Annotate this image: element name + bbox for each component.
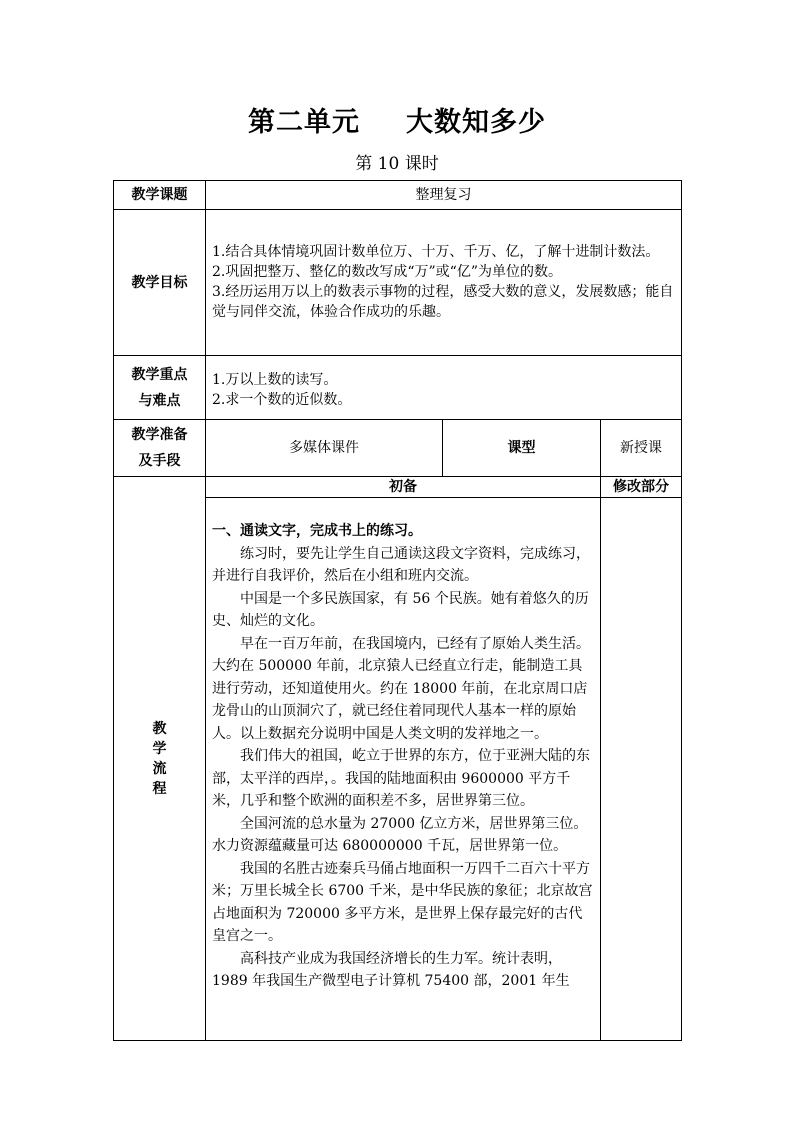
flow-paragraph: 早在一百万年前，在我国境内，已经有了原始人类生活。大约在 500000 年前，北京猿人已经直立行走，能制造工具进行劳动，还知道使用火。约在 18000 年前，在北京周口店龙骨山的山顶洞穴了，就已经住着同现代人基本一样的原始人。以上数据充分说明中国是人类文明的发祥地之一。 (212, 635, 590, 742)
keypoints-label-line1: 教学重点 (131, 366, 188, 383)
unit-title (0, 100, 794, 139)
flow-paragraph: 高科技产业成为我国经济增长的生力军。统计表明，1989 年我国生产微型电子计算机 75400 部，2001 年生 (212, 950, 570, 989)
flow-paragraph: 中国是一个多民族国家，有 56 个民族。她有着悠久的历史、灿烂的文化。 (212, 590, 589, 629)
flow-header-row (114, 477, 682, 498)
keypoint-item: 1.万以上数的读写。 (212, 372, 338, 388)
revision-content[interactable] (601, 498, 682, 1041)
lesson-plan-table (113, 180, 682, 1041)
goals-label: 教学目标 (114, 210, 206, 356)
initial-plan-content (206, 498, 601, 1041)
topic-row (114, 181, 682, 210)
flow-label-char: 教 (152, 720, 167, 737)
topic-label: 教学课题 (114, 181, 206, 210)
prep-label-line2: 及手段 (138, 453, 181, 469)
flow-label (114, 477, 206, 1041)
flow-label-char: 流 (152, 760, 167, 777)
flow-heading: 一、通读文字，完成书上的练习。 (212, 523, 422, 539)
keypoints-label-line2: 与难点 (138, 392, 181, 409)
initial-plan-header: 初备 (206, 477, 601, 498)
keypoints-label (114, 356, 206, 420)
unit-name: 大数知多少 (406, 107, 546, 138)
prep-label-line1: 教学准备 (131, 427, 188, 443)
flow-paragraph: 全国河流的总水量为 27000 亿立方米，居世界第三位。水力资源蕴藏量可达 680000000 千瓦，居世界第一位。 (212, 815, 588, 854)
goal-item: 3.经历运用万以上的数表示事物的过程，感受大数的意义，发展数感；能自觉与同伴交流，体验合作成功的乐趣。 (212, 283, 674, 320)
prep-row (114, 420, 682, 477)
lesson-type-label: 课型 (443, 420, 601, 477)
lesson-number: 第 10 课时 (355, 154, 439, 174)
goal-item: 2.巩固把整万、整亿的数改写成“万”或“亿”为单位的数。 (212, 263, 562, 280)
goals-row (114, 210, 682, 356)
goal-item: 1.结合具体情境巩固计数单位万、十万、千万、亿，了解十进制计数法。 (212, 243, 660, 260)
flow-paragraph: 我国的名胜古迹秦兵马俑占地面积一万四千二百六十平方米；万里长城全长 6700 千米，是中华民族的象征；北京故宫占地面积为 720000 多平方米，是世界上保存最完好的古代皇宫之一。 (212, 860, 593, 944)
lesson-type-value: 新授课 (601, 420, 682, 477)
flow-label-char: 程 (152, 780, 167, 797)
keypoint-item: 2.求一个数的近似数。 (212, 392, 352, 408)
flow-label-char: 学 (152, 740, 167, 757)
keypoints-content (206, 356, 682, 420)
topic-value: 整理复习 (206, 181, 682, 210)
keypoints-row (114, 356, 682, 420)
flow-paragraph: 练习时，要先让学生自己通读这段文字资料，完成练习，并进行自我评价，然后在小组和班内交流。 (212, 545, 590, 584)
flow-paragraph: 我们伟大的祖国，屹立于世界的东方，位于亚洲大陆的东部，太平洋的西岸，。我国的陆地面积由 9600000 平方千米，几乎和整个欧洲的面积差不多，居世界第三位。 (212, 748, 590, 809)
revision-header: 修改部分 (601, 477, 682, 498)
unit-number: 第二单元 (248, 107, 360, 138)
goals-content (206, 210, 682, 356)
prep-value: 多媒体课件 (206, 420, 443, 477)
prep-label (114, 420, 206, 477)
